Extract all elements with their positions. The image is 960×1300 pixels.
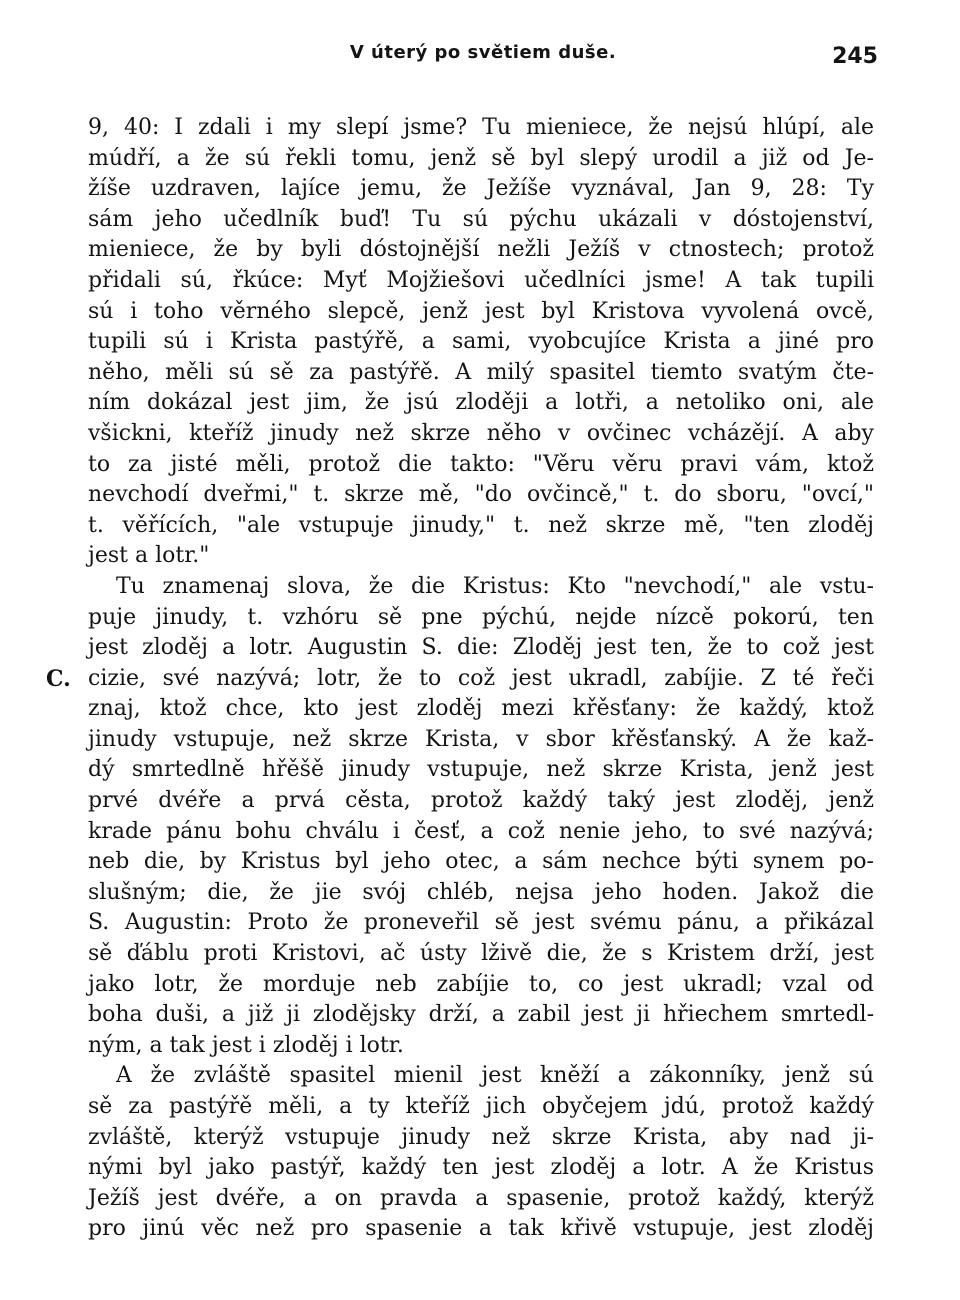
text-line: mieniece, že by byli dóstojnější nežli Ježíš v ctnostech; protož — [88, 237, 874, 263]
text-line: sě za pastýřě měli, a ty kteříž jich obyčejem jdú, protož každý — [88, 1094, 874, 1119]
text-line: pro jinú věc než pro spasenie a tak křivě vstupuje, jest zloděj — [88, 1216, 874, 1242]
paragraph-start-line: Tu znamenaj slova, že die Kristus: Kto "nevchodí," ale vstu- — [116, 573, 874, 599]
paragraph-start-line: A že zvláště spasitel mienil jest kněží a zákonníky, jenž sú — [116, 1063, 874, 1089]
text-line: to za jisté měli, protož die takto: "Věru věru pravi vám, ktož — [88, 451, 874, 477]
text-line: t. věřících, "ale vstupuje jinudy," t. než skrze mě, "ten zloděj — [88, 512, 874, 538]
text-line: prvé dvéře a prvá cěsta, protož každý taký jest zloděj, jenž — [88, 788, 874, 814]
text-line: neb die, by Kristus byl jeho otec, a sám nechce býti synem po- — [88, 849, 874, 875]
text-line: S. Augustin: Proto že proneveřil sě jest svému pánu, a přikázal — [88, 910, 874, 936]
text-line: cizie, své nazývá; lotr, že to což jest ukradl, zabíjie. Z té řeči — [88, 665, 874, 691]
text-line: sě ďáblu proti Kristovi, ač ústy lživě die, že s Kristem drží, jest — [88, 941, 874, 967]
text-line: 9, 40: I zdali i my slepí jsme? Tu mieniece, že nejsú hlúpí, ale — [88, 115, 874, 140]
text-line: všickni, kteříž jinudy než skrze něho v ovčinec vcházějí. A aby — [88, 420, 874, 446]
text-line: dý smrtedlně hřěšě jinudy vstupuje, než skrze Krista, jenž jest — [88, 757, 874, 783]
text-line: nými byl jako pastýř, každý ten jest zloděj a lotr. A že Kristus — [88, 1155, 874, 1181]
page-number: 245 — [832, 44, 878, 69]
text-line: nevchodí dveřmi," t. skrze mě, "do ovčincě," t. do sboru, "ovcí," — [88, 482, 874, 508]
text-line: žíše uzdraven, lajíce jemu, že Ježíše vyznával, Jan 9, 28: Ty — [88, 176, 874, 202]
text-line: slušným; die, že jie svój chléb, nejsa jeho hoden. Jakož die — [88, 879, 874, 905]
text-line: puje jinudy, t. vzhóru sě pne pýchú, nejde nízcě pokorú, ten — [88, 604, 874, 630]
text-line: jest a lotr." — [88, 543, 210, 569]
running-title: V úterý po světiem duše. — [349, 42, 617, 63]
text-line: ným, a tak jest i zloděj i lotr. — [88, 1032, 404, 1058]
text-line: múdří, a že sú řekli tomu, jenž sě byl slepý urodil a již od Je- — [88, 145, 874, 171]
text-line: Ježíš jest dvéře, a on pravda a spasenie, protož každý, kterýž — [88, 1185, 874, 1211]
text-line: boha duši, a již ji zlodějsky drží, a zabil jest ji hřiechem smrtedl- — [88, 1002, 874, 1028]
text-line: tupili sú i Krista pastýřě, a sami, vyobcujíce Krista a jiné pro — [88, 329, 874, 355]
text-line: jest zloděj a lotr. Augustin S. die: Zloděj jest ten, že to což jest — [88, 635, 874, 661]
margin-note: C. — [46, 666, 71, 692]
text-line: znaj, ktož chce, kto jest zloděj mezi křěsťany: že každý, ktož — [88, 696, 874, 722]
body-text — [88, 113, 874, 1245]
text-line: ním dokázal jest jim, že jsú zloději a lotři, a netoliko oni, ale — [88, 390, 874, 416]
running-header — [88, 42, 878, 78]
text-line: přidali sú, řkúce: Myť Mojžiešovi učedlníci jsme! A tak tupili — [88, 267, 874, 293]
text-line: krade pánu bohu chválu i česť, a což nenie jeho, to své nazývá; — [88, 818, 874, 844]
text-line: sám jeho učedlník buď! Tu sú pýchu ukázali v dóstojenství, — [88, 206, 874, 232]
text-line: sú i toho věrného slepcě, jenž jest byl Kristova vyvolená ovcě, — [88, 298, 874, 324]
text-line: jinudy vstupuje, než skrze Krista, v sbor křěsťanský. A že kaž- — [88, 726, 874, 752]
text-line: něho, měli sú sě za pastýřě. A milý spasitel tiemto svatým čte- — [88, 359, 874, 385]
text-line: zvláště, kterýž vstupuje jinudy než skrze Krista, aby nad ji- — [88, 1124, 874, 1150]
text-line: jako lotr, že morduje neb zabíjie to, co jest ukradl; vzal od — [88, 971, 874, 997]
